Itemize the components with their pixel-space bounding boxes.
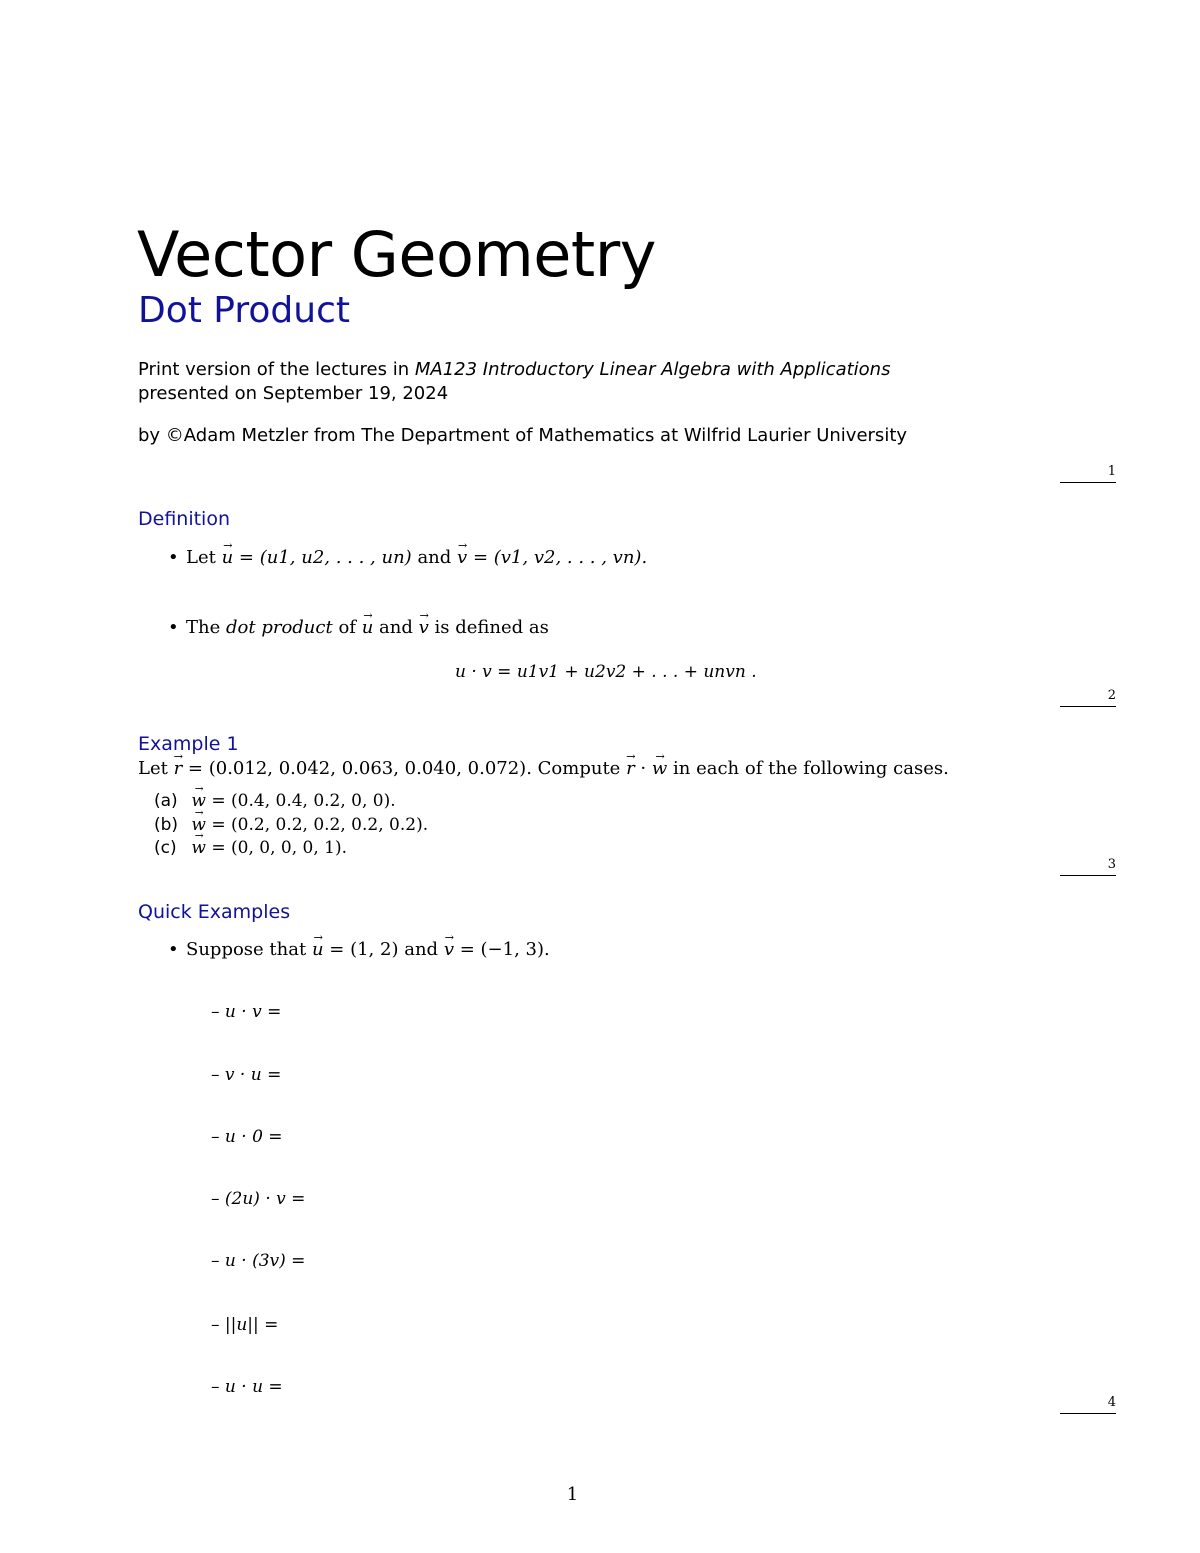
vector-r: → r xyxy=(626,758,635,779)
u-value: = (1, 2) xyxy=(329,939,399,960)
text-compute: Compute xyxy=(537,758,621,779)
slide-number: 1 xyxy=(1107,464,1116,479)
v-value: = (−1, 3). xyxy=(459,939,550,960)
definition-heading: Definition xyxy=(138,508,231,530)
v-tuple: = (v1, v2, . . . , vn). xyxy=(472,547,648,568)
case-item xyxy=(154,791,396,811)
quick-item: – u · 0 = xyxy=(211,1127,283,1147)
bullet-icon: • xyxy=(168,617,179,638)
vector-u: → u xyxy=(312,939,324,960)
text-and: and xyxy=(379,617,413,638)
vector-w: → w xyxy=(191,791,206,811)
text-of: of xyxy=(338,617,356,638)
case-item xyxy=(154,838,347,858)
course-name: MA123 Introductory Linear Algebra with Applications xyxy=(414,359,891,380)
case-label: (a) xyxy=(154,791,178,811)
quick-item-expression: v · u = xyxy=(224,1065,282,1085)
quick-item-expression: u · (3v) = xyxy=(224,1251,306,1271)
text-the: The xyxy=(186,617,221,638)
definition-bullet-2 xyxy=(168,617,549,638)
text-suppose: Suppose that xyxy=(186,939,307,960)
byline: by ©Adam Metzler from The Department of Mathematics at Wilfrid Laurier University xyxy=(138,425,908,446)
vector-w: → w xyxy=(191,815,206,835)
case-value: = (0, 0, 0, 0, 1). xyxy=(211,838,348,858)
slide-divider xyxy=(1060,875,1116,876)
text-and: and xyxy=(417,547,452,568)
term-dot-product: dot product xyxy=(226,617,333,638)
quick-item-expression: u · u = xyxy=(224,1377,283,1397)
example-statement: Let → r = (0.012, 0.042, 0.063, 0.040, 0.072). Compute → r · → w in each of the following cases. xyxy=(138,758,949,779)
slide-divider xyxy=(1060,482,1116,483)
vector-v: → v xyxy=(419,617,429,638)
quick-item-expression: (2u) · v = xyxy=(224,1189,306,1209)
vector-u: → u xyxy=(362,617,374,638)
vector-v: → v xyxy=(444,939,454,960)
intro-line-1 xyxy=(138,359,890,380)
text-cases: in each of the following cases. xyxy=(673,758,949,779)
quick-item: – v · u = xyxy=(211,1065,282,1085)
quick-examples-heading: Quick Examples xyxy=(138,901,291,923)
text-let: Let xyxy=(138,758,168,779)
u-tuple: = (u1, u2, . . . , un) xyxy=(238,547,412,568)
quick-item-expression: u · v = xyxy=(224,1002,282,1022)
page-title: Vector Geometry xyxy=(137,218,656,291)
quick-item: – u · u = xyxy=(211,1377,283,1397)
quick-item-expression: u · 0 = xyxy=(224,1127,283,1147)
slide-number: 3 xyxy=(1107,857,1116,872)
bullet-icon: • xyxy=(168,547,179,568)
quick-item-expression: ||u|| = xyxy=(224,1315,279,1335)
vector-r: → r xyxy=(174,758,183,779)
quick-item: – u · (3v) = xyxy=(211,1251,306,1271)
intro-line-2: presented on September 19, 2024 xyxy=(138,383,449,404)
vector-w: → w xyxy=(191,838,206,858)
slide-number: 4 xyxy=(1107,1395,1116,1410)
r-tuple: = (0.012, 0.042, 0.063, 0.040, 0.072). xyxy=(187,758,532,779)
case-label: (b) xyxy=(154,815,179,835)
page-number: 1 xyxy=(566,1484,579,1505)
definition-bullet-1 xyxy=(168,547,647,568)
quick-item: – u · v = xyxy=(211,1002,282,1022)
quick-item: – (2u) · v = xyxy=(211,1189,306,1209)
text-and: and xyxy=(404,939,439,960)
case-label: (c) xyxy=(154,838,177,858)
case-value: = (0.4, 0.4, 0.2, 0, 0). xyxy=(211,791,396,811)
bullet-icon: • xyxy=(168,939,179,960)
vector-u: → u xyxy=(222,547,234,568)
dot-product-formula: u · v = u1v1 + u2v2 + . . . + unvn . xyxy=(455,662,757,682)
quick-bullet xyxy=(168,939,550,960)
slide-number: 2 xyxy=(1107,688,1116,703)
vector-v: → v xyxy=(457,547,467,568)
case-value: = (0.2, 0.2, 0.2, 0.2, 0.2). xyxy=(211,815,429,835)
example-heading: Example 1 xyxy=(138,733,239,755)
intro-prefix: Print version of the lectures in xyxy=(138,359,415,380)
quick-item: – ||u|| = xyxy=(211,1315,279,1335)
slide-divider xyxy=(1060,1413,1116,1414)
slide-divider xyxy=(1060,706,1116,707)
vector-w: → w xyxy=(652,758,667,779)
text-let: Let xyxy=(186,547,216,568)
text-defined-as: is defined as xyxy=(434,617,549,638)
page-subtitle: Dot Product xyxy=(138,290,350,331)
